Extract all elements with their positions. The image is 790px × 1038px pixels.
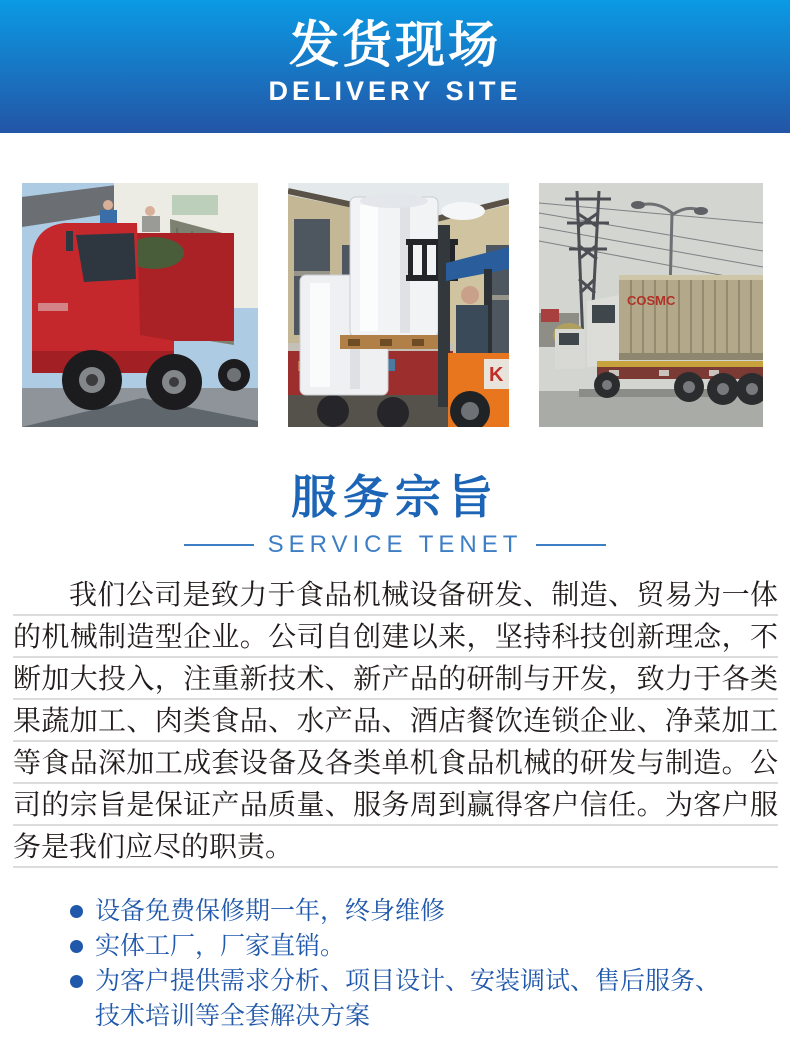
bullet-text: 设备免费保修期一年，终身维修 <box>95 897 446 925</box>
bullet-dot-icon <box>70 975 83 988</box>
delivery-site-banner <box>0 0 790 133</box>
tenet-subtitle-row <box>0 531 790 559</box>
banner-title-en: DELIVERY SITE <box>268 76 522 106</box>
bullet-text: 实体工厂，厂家直销。 <box>95 932 346 960</box>
service-bullet-list <box>0 894 790 1034</box>
forklift-loading-illustration <box>288 183 509 427</box>
red-truck-loading-illustration <box>22 183 258 427</box>
tenet-title-cn: 服务宗旨 <box>291 471 499 523</box>
decor-line-right <box>536 544 606 546</box>
delivery-photo-gallery <box>0 183 790 427</box>
photo-forklift-loading <box>288 183 509 427</box>
container-truck-illustration <box>539 183 763 427</box>
tenet-title-en: SERVICE TENET <box>267 531 523 558</box>
bullet-text: 为客户提供需求分析、项目设计、安装调试、售后服务、技术培训等全套解决方案 <box>95 967 721 1030</box>
bullet-item-warranty <box>70 894 735 929</box>
svg-text:COSMC: COSMC <box>627 293 676 308</box>
company-intro-paragraph: 我们公司是致力于食品机械设备研发、制造、贸易为一体的机械制造型企业。公司自创建以来，坚持科技创新理念，不断加大投入，注重新技术、新产品的研制与开发，致力于各类果蔬加工、肉类食品、水产品、酒店餐饮连锁企业、净菜加工等食品深加工成套设备及各类单机食品机械的研发与制造。公司的宗旨是保证产品质量、服务周到赢得客户信任。为客户服务是我们应尽的职责。 <box>13 574 778 868</box>
decor-line-left <box>184 544 254 546</box>
svg-text:K: K <box>489 364 504 386</box>
bullet-dot-icon <box>70 905 83 918</box>
bullet-item-factory <box>70 929 735 964</box>
photo-red-truck-loading <box>22 183 258 427</box>
bullet-dot-icon <box>70 940 83 953</box>
bullet-item-solutions <box>70 964 735 1034</box>
photo-container-truck <box>539 183 763 427</box>
service-tenet-section <box>0 471 790 1034</box>
banner-title-cn: 发货现场 <box>289 17 501 73</box>
